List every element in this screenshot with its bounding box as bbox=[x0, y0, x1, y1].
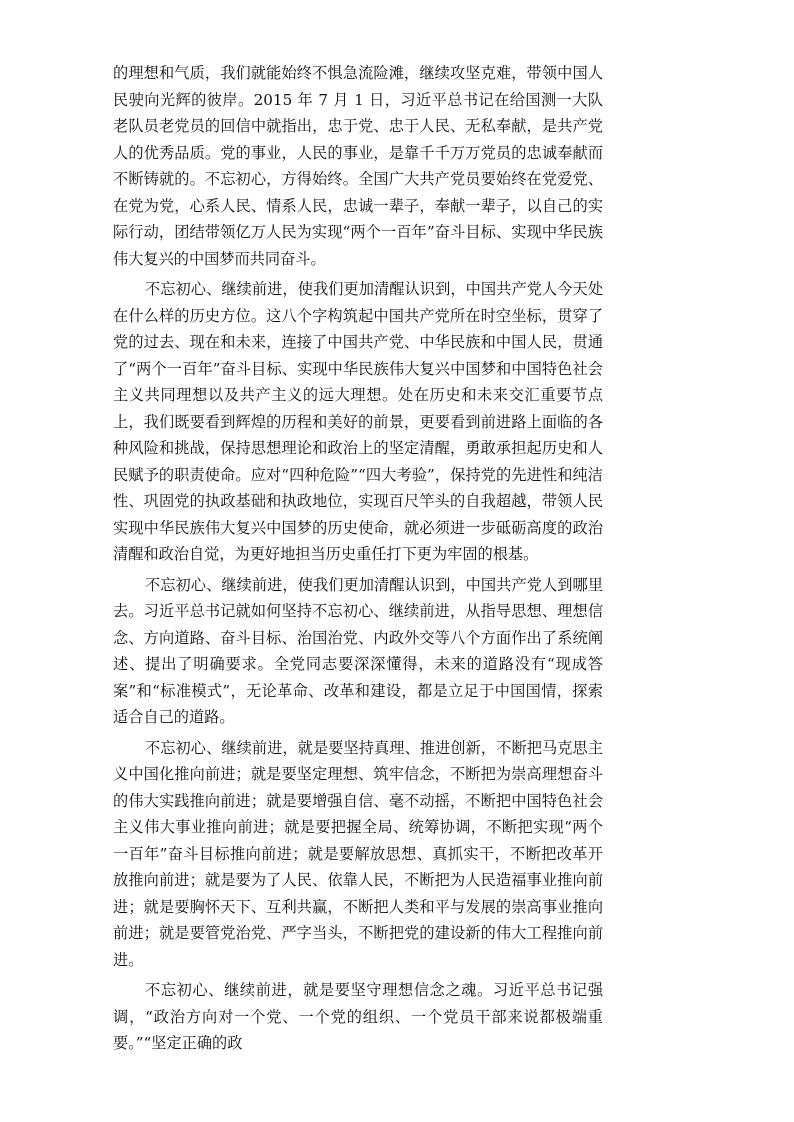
paragraph-3: 不忘初心、继续前进，使我们更加清醒认识到，中国共产党人到哪里去。习近平总书记就如何坚持不忘初心、继续前进，从指导思想、理想信念、方向道路、奋斗目标、治国治党、内政外交等八个方面作出了系统阐述、提出了明确要求。全党同志要深深懂得，未来的道路没有“现成答案”和“标准模式”，无论革命、改革和建设，都是立足于中国国情，探索适合自己的道路。 bbox=[113, 575, 603, 726]
paragraph-5: 不忘初心、继续前进，就是要坚守理想信念之魂。习近平总书记强调，“政治方向对一个党、一个党的组织、一个党员干部来说都极端重要。”“坚定正确的政 bbox=[113, 981, 603, 1052]
paragraph-1: 的理想和气质，我们就能始终不惧急流险滩，继续攻坚克难，带领中国人民驶向光辉的彼岸。2015 年 7 月 1 日，习近平总书记在给国测一大队老队员老党员的回信中就指出，忠于党、忠于人民、无私奉献，是共产党人的优秀品质。党的事业，人民的事业，是靠千千万万党员的忠诚奉献而不断铸就的。不忘初心，方得始终。全国广大共产党员要始终在党爱党、在党为党，心系人民、情系人民，忠诚一辈子，奉献一辈子，以自己的实际行动，团结带领亿万人民为实现“两个一百年”奋斗目标、实现中华民族伟大复兴的中国梦而共同奋斗。 bbox=[113, 64, 603, 268]
document-page bbox=[113, 60, 603, 1061]
paragraph-2: 不忘初心、继续前进，使我们更加清醒认识到，中国共产党人今天处在什么样的历史方位。这八个字构筑起中国共产党所在时空坐标，贯穿了党的过去、现在和未来，连接了中国共产党、中华民族和中国人民，贯通了“两个一百年”奋斗目标、实现中华民族伟大复兴中国梦和中国特色社会主义共同理想以及共产主义的远大理想。处在历史和未来交汇重要节点上，我们既要看到辉煌的历程和美好的前景，更要看到前进路上面临的各种风险和挑战，保持思想理论和政治上的坚定清醒，勇敢承担起历史和人民赋予的职责使命。应对“四种危险”“四大考验”，保持党的先进性和纯洁性、巩固党的执政基础和执政地位，实现百尺竿头的自我超越，带领人民实现中华民族伟大复兴中国梦的历史使命，就必须进一步砥砺高度的政治清醒和政治自觉，为更好地担当历史重任打下更为牢固的根基。 bbox=[113, 280, 603, 563]
paragraph-4: 不忘初心、继续前进，就是要坚持真理、推进创新，不断把马克思主义中国化推向前进；就是要坚定理想、筑牢信念，不断把为崇高理想奋斗的伟大实践推向前进；就是要增强自信、毫不动摇，不断把中国特色社会主义伟大事业推向前进；就是要把握全局、统筹协调，不断把实现“两个一百年”奋斗目标推向前进；就是要解放思想、真抓实干，不断把改革开放推向前进；就是要为了人民、依靠人民，不断把为人民造福事业推向前进；就是要胸怀天下、互利共赢，不断把人类和平与发展的崇高事业推向前进；就是要管党治党、严字当头，不断把党的建设新的伟大工程推向前进。 bbox=[113, 738, 603, 969]
